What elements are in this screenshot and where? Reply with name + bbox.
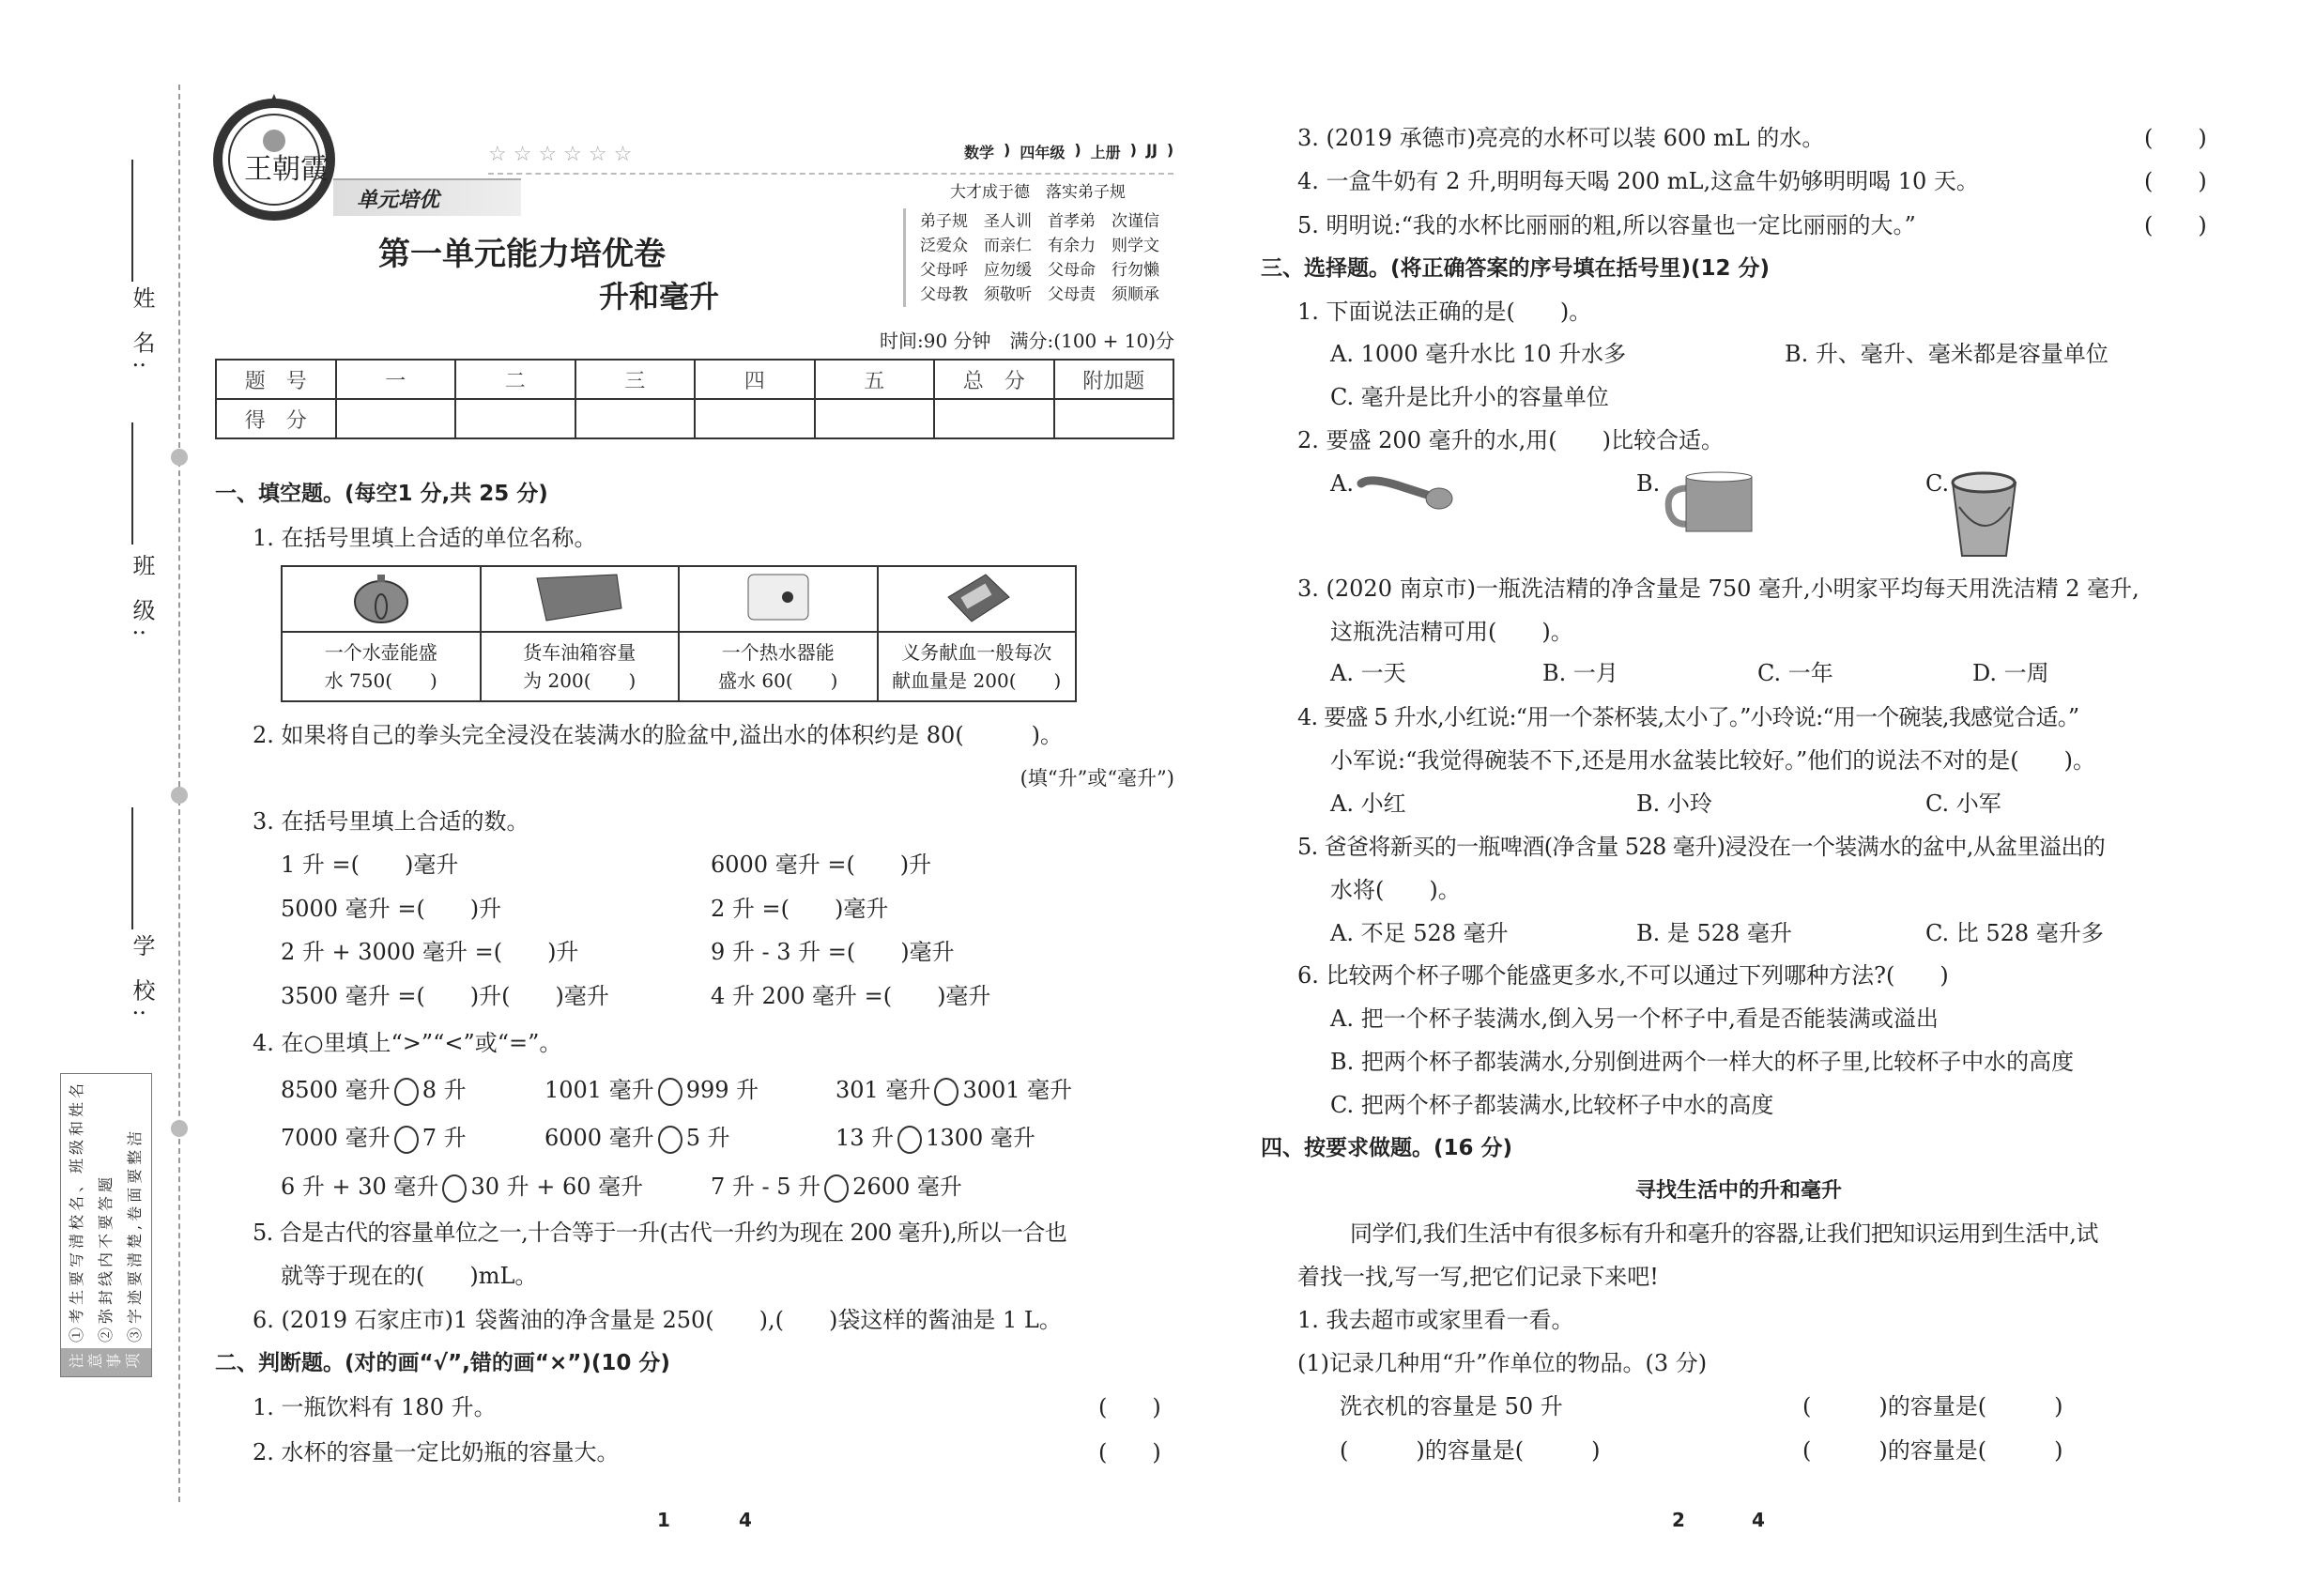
poem-line: 父母呼 应勿缓 父母命 行勿懒 — [920, 261, 1159, 280]
option: B. 一月 — [1542, 660, 1618, 686]
question: 1. 在括号里填上合适的单位名称。 — [253, 525, 597, 551]
unit-banner — [333, 178, 521, 216]
score-cell[interactable] — [934, 399, 1054, 438]
option: D. 一周 — [1972, 660, 2049, 686]
option: C. 毫升是比升小的容量单位 — [1330, 384, 1609, 410]
compare-circle[interactable] — [394, 1078, 419, 1106]
seal-mark-icon — [171, 787, 188, 804]
header-divider — [488, 173, 1173, 175]
fill-item[interactable]: 2 升 + 3000 毫升 =( )升 — [281, 939, 579, 965]
judge-question: 4. 一盒牛奶有 2 升,明明每天喝 200 mL,这盒牛奶够明明喝 10 天。 — [1297, 168, 1979, 194]
score-cell[interactable] — [695, 399, 815, 438]
option: A. 把一个杯子装满水,倒入另一个杯子中,看是否能装满或溢出 — [1330, 1005, 1939, 1032]
page-subtitle: 升和毫升 — [599, 279, 720, 315]
tag-grade: 四年级 — [1020, 144, 1066, 161]
score-header: 题 号 — [216, 360, 336, 399]
question: 6. 比较两个杯子哪个能盛更多水,不可以通过下列哪种方法?( ) — [1297, 962, 1949, 989]
compare-left: 13 升 — [836, 1125, 895, 1151]
notice-item: ③字迹要清楚,卷面要整洁 — [126, 1127, 144, 1343]
compare-item[interactable] — [281, 1124, 467, 1154]
svg-text:王朝霞: 王朝霞 — [244, 153, 329, 186]
poem-line: 泛爱众 而亲仁 有余力 则学文 — [920, 237, 1159, 255]
question-cont: 水将( )。 — [1330, 877, 1461, 903]
section-3-heading: 三、选择题。(将正确答案的序号填在括号里)(12 分) — [1261, 256, 1771, 281]
mug-icon — [1660, 469, 1763, 535]
notice-item: ①考生要写清校名、班级和姓名 — [68, 1079, 85, 1343]
item-blank[interactable]: 水 750( ) — [324, 669, 437, 692]
sub-question: (1)记录几种用“升”作单位的物品。(3 分) — [1297, 1350, 1708, 1376]
time-info: 时间:90 分钟 满分:(100 + 10)分 — [880, 330, 1174, 352]
answer-paren[interactable]: ( ) — [1098, 1439, 1161, 1466]
item-text: 货车油箱容量 — [523, 641, 636, 664]
compare-right: 3001 毫升 — [962, 1077, 1073, 1103]
compare-left: 6000 毫升 — [544, 1125, 654, 1151]
class-line — [131, 422, 133, 545]
unit-picture-table — [281, 565, 1077, 702]
poem-line: 弟子规 圣人训 首孝弟 次谨信 — [920, 212, 1159, 231]
option: B. 把两个杯子都装满水,分别倒进两个一样大的杯子里,比较杯子中水的高度 — [1330, 1049, 2075, 1075]
item-text: 义务献血一般每次 — [901, 641, 1052, 664]
score-header: 三 — [575, 360, 696, 399]
fill-item[interactable]: 9 升 - 3 升 =( )毫升 — [711, 939, 955, 965]
judge-question: 1. 一瓶饮料有 180 升。 — [253, 1394, 497, 1420]
question: 1. 我去超市或家里看一看。 — [1297, 1307, 1574, 1333]
compare-right: 999 升 — [685, 1077, 759, 1103]
compare-circle[interactable] — [824, 1174, 849, 1203]
item-text: 一个水壶能盛 — [324, 641, 437, 664]
score-cell[interactable] — [815, 399, 935, 438]
compare-right: 5 升 — [685, 1125, 730, 1151]
score-header: 附加题 — [1054, 360, 1174, 399]
question-cont: 就等于现在的( )mL。 — [281, 1263, 538, 1289]
compare-left: 8500 毫升 — [281, 1077, 391, 1103]
fill-item[interactable]: 6000 毫升 =( )升 — [711, 852, 932, 878]
tag-edition: JJ — [1145, 141, 1158, 159]
option: C. 比 528 毫升多 — [1925, 920, 2104, 946]
option-label: A. — [1330, 470, 1354, 497]
question: 2. 要盛 200 毫升的水,用( )比较合适。 — [1297, 427, 1724, 453]
score-header: 二 — [455, 360, 575, 399]
seal-mark-icon — [171, 1120, 188, 1137]
compare-right: 30 升 + 60 毫升 — [470, 1174, 644, 1200]
compare-left: 1001 毫升 — [544, 1077, 654, 1103]
record-item[interactable]: ( )的容量是( ) — [1802, 1393, 2063, 1420]
section-4-heading: 四、按要求做题。(16 分) — [1261, 1136, 1513, 1160]
score-header: 五 — [815, 360, 935, 399]
compare-item[interactable] — [281, 1173, 643, 1203]
compare-left: 7000 毫升 — [281, 1125, 391, 1151]
score-cell[interactable] — [455, 399, 575, 438]
option-label: B. — [1636, 470, 1661, 497]
compare-circle[interactable] — [897, 1126, 922, 1154]
task-paragraph: 着找一找,写一写,把它们记录下来吧! — [1297, 1264, 1659, 1290]
compare-item[interactable] — [836, 1124, 1035, 1154]
score-cell[interactable] — [1054, 399, 1174, 438]
question-cont: 这瓶洗洁精可用( )。 — [1330, 619, 1573, 645]
answer-paren[interactable]: ( ) — [2144, 125, 2207, 151]
item-text: 一个热水器能 — [721, 641, 835, 664]
question: 6. (2019 石家庄市)1 袋酱油的净含量是 250( ),( )袋这样的酱油是 1 L。 — [253, 1307, 1062, 1333]
score-cell[interactable] — [575, 399, 696, 438]
motto: 大才成于德 落实弟子规 — [950, 183, 1126, 202]
compare-left: 7 升 - 5 升 — [711, 1174, 821, 1200]
compare-item[interactable] — [836, 1076, 1072, 1106]
section-1-heading: 一、填空题。(每空1 分,共 25 分) — [215, 482, 548, 506]
seal-mark-icon — [171, 449, 188, 466]
record-item: 洗衣机的容量是 50 升 — [1340, 1393, 1563, 1420]
record-item[interactable]: ( )的容量是( ) — [1802, 1437, 2063, 1464]
poem-line: 父母教 须敬听 父母责 须顺承 — [920, 285, 1159, 304]
question: 2. 如果将自己的拳头完全浸没在装满水的脸盆中,溢出水的体积约是 80( )。 — [253, 722, 1064, 748]
school-label: 学 校: — [129, 934, 155, 1024]
tag-volume: 上册 — [1090, 144, 1121, 161]
compare-item[interactable] — [544, 1124, 730, 1154]
compare-circle[interactable] — [934, 1078, 958, 1106]
banner-label: 单元培优 — [357, 189, 440, 212]
page-total: 4 — [739, 1509, 752, 1531]
question: 5. 爸爸将新买的一瓶啤酒(净含量 528 毫升)浸没在一个装满水的盆中,从盆里溢出的 — [1297, 834, 2106, 860]
class-label: 班 级: — [129, 554, 155, 644]
spoon-icon — [1357, 474, 1460, 512]
question: 5. 合是古代的容量单位之一,十合等于一升(古代一升约为现在 200 毫升),所以一合也 — [253, 1220, 1067, 1246]
question: 3. 在括号里填上合适的数。 — [253, 808, 529, 835]
option: A. 小红 — [1330, 790, 1406, 817]
fuel-tank-icon — [528, 569, 631, 625]
poem-divider — [903, 208, 906, 307]
score-header: 总 分 — [934, 360, 1054, 399]
task-paragraph: 同学们,我们生活中有很多标有升和毫升的容器,让我们把知识运用到生活中,试 — [1350, 1220, 2098, 1247]
notice-item: ②弥封线内不要答题 — [97, 1173, 115, 1343]
fill-item[interactable]: 2 升 =( )毫升 — [711, 896, 889, 922]
kettle-icon — [348, 569, 414, 625]
school-line — [131, 807, 133, 929]
option: C. 把两个杯子都装满水,比较杯子中水的高度 — [1330, 1092, 1774, 1118]
item-blank[interactable]: 献血量是 200( ) — [892, 669, 1062, 692]
bucket-icon — [1948, 469, 2023, 563]
fill-item[interactable]: 5000 毫升 =( )升 — [281, 896, 502, 922]
option: A. 1000 毫升水比 10 升水多 — [1330, 341, 1627, 367]
compare-circle[interactable] — [658, 1126, 682, 1154]
score-table — [215, 359, 1174, 439]
option: B. 小玲 — [1636, 790, 1712, 817]
fill-item[interactable]: 3500 毫升 =( )升( )毫升 — [281, 983, 609, 1009]
compare-item[interactable] — [544, 1076, 759, 1106]
answer-paren[interactable]: ( ) — [2144, 212, 2207, 238]
option: C. 小军 — [1925, 790, 2001, 817]
question: 3. (2020 南京市)一瓶洗洁精的净含量是 750 毫升,小明家平均每天用洗洁精 2 毫升, — [1297, 575, 2139, 602]
question: 4. 要盛 5 升水,小红说:“用一个茶杯装,太小了。”小玲说:“用一个碗装,我感觉合适。” — [1297, 704, 2079, 730]
option: A. 不足 528 毫升 — [1330, 920, 1509, 946]
name-label: 姓 名: — [129, 286, 155, 376]
page-title: 第一单元能力培优卷 — [378, 236, 666, 273]
page-total: 4 — [1752, 1509, 1765, 1531]
answer-paren[interactable]: ( ) — [1098, 1394, 1161, 1420]
record-item[interactable]: ( )的容量是( ) — [1340, 1437, 1601, 1464]
section-2-heading: 二、判断题。(对的画“√”,错的画“×”)(10 分) — [215, 1351, 670, 1375]
compare-right: 1300 毫升 — [926, 1125, 1035, 1151]
compare-left: 6 升 + 30 毫升 — [281, 1174, 439, 1200]
judge-question: 3. (2019 承德市)亮亮的水杯可以装 600 mL 的水。 — [1297, 125, 1825, 151]
score-header: 四 — [695, 360, 815, 399]
name-line — [131, 160, 133, 282]
tag-subject: 数学 — [964, 144, 995, 161]
question: 1. 下面说法正确的是( )。 — [1297, 299, 1592, 325]
score-row-label: 得 分 — [216, 399, 336, 438]
difficulty-stars: ☆ ☆ ☆ ☆ ☆ ☆ — [488, 143, 633, 166]
option: B. 是 528 毫升 — [1636, 920, 1792, 946]
task-title: 寻找生活中的升和毫升 — [1634, 1179, 1843, 1203]
item-blank[interactable]: 为 200( ) — [523, 669, 636, 692]
answer-paren[interactable]: ( ) — [2144, 168, 2207, 194]
judge-question: 5. 明明说:“我的水杯比丽丽的粗,所以容量也一定比丽丽的大。” — [1297, 212, 1916, 238]
compare-right: 2600 毫升 — [852, 1174, 962, 1200]
compare-item[interactable] — [281, 1076, 467, 1106]
water-heater-icon — [741, 569, 816, 625]
page-number: 1 — [657, 1509, 670, 1531]
question-hint: (填“升”或“毫升”) — [1020, 767, 1174, 790]
option: C. 一年 — [1757, 660, 1833, 686]
option-label: C. — [1925, 470, 1950, 497]
brand-logo — [211, 89, 338, 221]
notice-title: 注意事项 — [61, 1348, 151, 1376]
compare-left: 301 毫升 — [836, 1077, 931, 1103]
compare-circle[interactable] — [394, 1126, 419, 1154]
compare-right: 7 升 — [422, 1125, 467, 1151]
fill-item[interactable]: 4 升 200 毫升 =( )毫升 — [711, 983, 991, 1009]
score-header: 一 — [336, 360, 456, 399]
page-number: 2 — [1672, 1509, 1685, 1531]
score-cell[interactable] — [336, 399, 456, 438]
blood-bag-icon — [934, 569, 1019, 625]
fill-item[interactable]: 1 升 =( )毫升 — [281, 852, 459, 878]
question: 4. 在○里填上“>”“<”或“=”。 — [253, 1030, 562, 1056]
option: B. 升、毫升、毫米都是容量单位 — [1785, 341, 2108, 367]
compare-circle[interactable] — [442, 1174, 467, 1203]
option: A. 一天 — [1330, 660, 1406, 686]
compare-circle[interactable] — [658, 1078, 682, 1106]
compare-item[interactable] — [711, 1173, 962, 1203]
compare-right: 8 升 — [422, 1077, 467, 1103]
subject-tags: 数学 ) 四年级 ) 上册 ) JJ ) — [964, 141, 1174, 161]
question-cont: 小军说:“我觉得碗装不下,还是用水盆装比较好。”他们的说法不对的是( )。 — [1330, 747, 2095, 774]
item-blank[interactable]: 盛水 60( ) — [718, 669, 838, 692]
judge-question: 2. 水杯的容量一定比奶瓶的容量大。 — [253, 1439, 620, 1466]
notice-box — [60, 1073, 152, 1377]
